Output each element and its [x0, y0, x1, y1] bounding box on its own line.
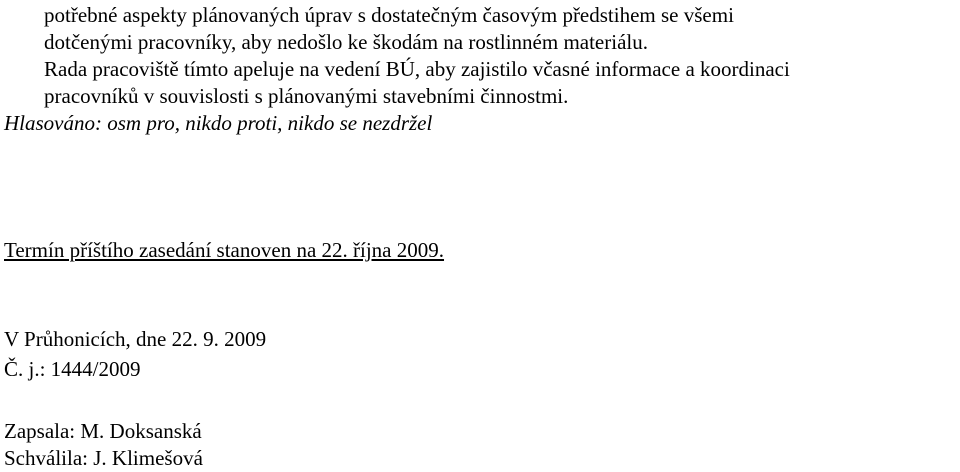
next-meeting-date: Termín příštího zasedání stanoven na 22. října 2009. — [4, 238, 445, 262]
paragraph-line-1: potřebné aspekty plánovaných úprav s dostatečným časovým předstihem se všemi — [44, 3, 734, 27]
place-and-date: V Průhonicích, dne 22. 9. 2009 — [4, 327, 267, 351]
vote-result: Hlasováno: osm pro, nikdo proti, nikdo se nezdržel — [4, 111, 433, 135]
paragraph-line-2: dotčenými pracovníky, aby nedošlo ke škodám na rostlinném materiálu. — [44, 30, 648, 54]
paragraph-line-3: Rada pracoviště tímto apeluje na vedení BÚ, aby zajistilo včasné informace a koordinaci — [44, 57, 790, 81]
paragraph-line-4: pracovníků v souvislosti s plánovanými stavebními činnostmi. — [44, 84, 569, 108]
reference-number: Č. j.: 1444/2009 — [4, 357, 141, 381]
recorded-by: Zapsala: M. Doksanská — [4, 419, 202, 443]
approved-by: Schválila: J. Klimešová — [4, 446, 203, 470]
